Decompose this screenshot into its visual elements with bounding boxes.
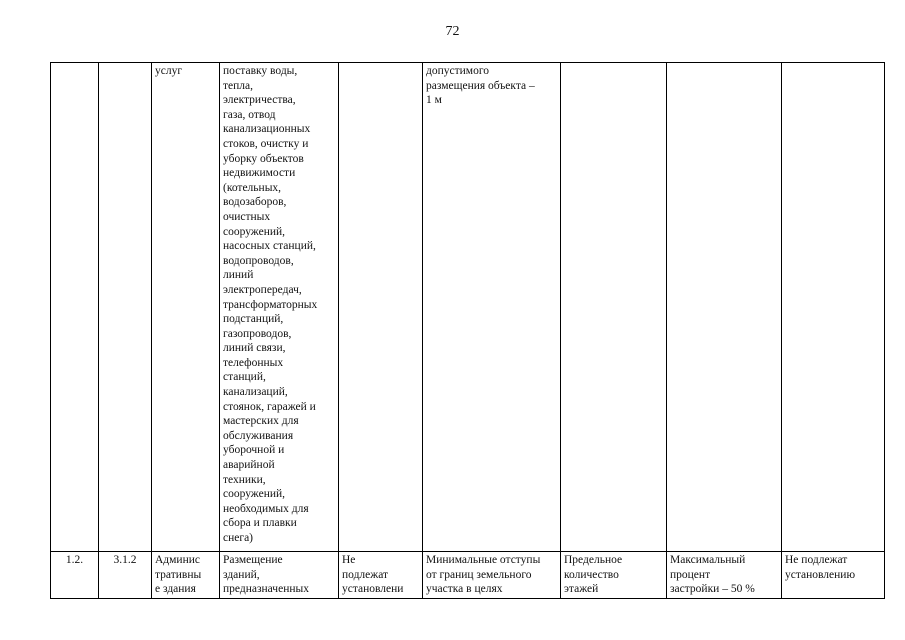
cell-text-line: сооружений, [223,488,286,501]
cell-text-line: линий связи, [223,342,286,355]
cell-text-line: Не подлежат [785,554,848,566]
regulations-table [50,62,885,599]
row2-coverage-cell [667,552,782,599]
cell-text-line: станций, [223,371,266,384]
cell-text-line: предназначенных [223,583,309,596]
cell-text-line: Админис [155,554,201,566]
row2-use-name-cell [152,552,220,599]
cell-text-line: застройки – 50 % [670,583,755,596]
table-row [51,552,885,599]
cell-text-line: стоков, очистку и [223,137,309,150]
table-row [51,63,885,552]
cell-text-line: газа, отвод [223,108,276,121]
row2-setbacks-cell [423,552,561,599]
row1-plot-size-cell [339,63,423,552]
cell-text-line: Максимальный [670,554,746,566]
cell-text-line: телефонных [223,356,284,369]
cell-text-line: установлени [342,583,404,596]
cell-text-line: участка в целях [426,583,503,596]
cell-text-line: тепла, [223,79,254,92]
row2-code-cell: 3.1.2 [99,552,152,599]
cell-text-line: насосных станций, [223,240,316,253]
cell-text-line: количество [564,568,619,581]
cell-text-line: установлению [785,568,856,581]
cell-text-line: допустимого [426,65,489,77]
row2-description-cell [220,552,339,599]
row1-setbacks-cell [423,63,561,552]
row2-plot-size-cell [339,552,423,599]
cell-text-line: стоянок, гаражей и [223,400,316,413]
cell-text-line: е здания [155,583,196,596]
cell-text-line: линий [223,269,254,282]
cell-text-line: подлежат [342,568,389,581]
cell-text-line: аварийной [223,459,275,472]
cell-text-line: услуг [155,65,183,77]
row2-number-cell: 1.2. [51,552,99,599]
cell-text-line: мастерских для [223,415,299,428]
cell-text-line: процент [670,568,711,581]
cell-text-line: от границ земельного [426,568,532,581]
row1-other-cell [782,63,885,552]
cell-text-line: трансформаторных [223,298,318,311]
cell-text-line: Минимальные отступы [426,554,541,566]
cell-text-line: уборочной и [223,444,285,457]
cell-text-line: недвижимости [223,167,296,180]
cell-text-line: тративны [155,568,202,581]
cell-text-line: Предельное [564,554,623,566]
cell-text-line: подстанций, [223,313,284,326]
row1-coverage-cell [667,63,782,552]
cell-text-line: этажей [564,583,599,596]
cell-text-line: уборку объектов [223,152,304,165]
cell-text-line: 1 м [426,94,442,107]
cell-text-line: снега) [223,532,254,544]
cell-text-line: очистных [223,210,271,223]
cell-text-line: сбора и плавки [223,517,297,530]
cell-text-line: техники, [223,473,266,486]
row2-floors-cell [561,552,667,599]
cell-text-line: поставку воды, [223,65,298,77]
cell-text-line: газопроводов, [223,327,292,340]
cell-text-line: Не [342,554,356,566]
row1-use-name-cell [152,63,220,552]
cell-text-line: зданий, [223,568,260,581]
row1-description-cell [220,63,339,552]
page-number: 72 [445,24,460,39]
cell-text-line: водопроводов, [223,254,294,267]
cell-text-line: сооружений, [223,225,286,238]
cell-text-line: канализаций, [223,386,288,399]
cell-text-line: водозаборов, [223,196,287,209]
cell-text-line: (котельных, [223,181,282,194]
cell-text-line: электричества, [223,94,296,107]
cell-text-line: Размещение [223,554,283,566]
cell-text-line: электропередач, [223,283,302,296]
cell-text-line: обслуживания [223,429,294,442]
cell-text-line: размещения объекта – [426,79,535,92]
row1-code-cell [99,63,152,552]
row1-floors-cell [561,63,667,552]
cell-text-line: необходимых для [223,502,309,515]
row1-number-cell [51,63,99,552]
row2-other-cell [782,552,885,599]
cell-text-line: канализационных [223,123,311,136]
